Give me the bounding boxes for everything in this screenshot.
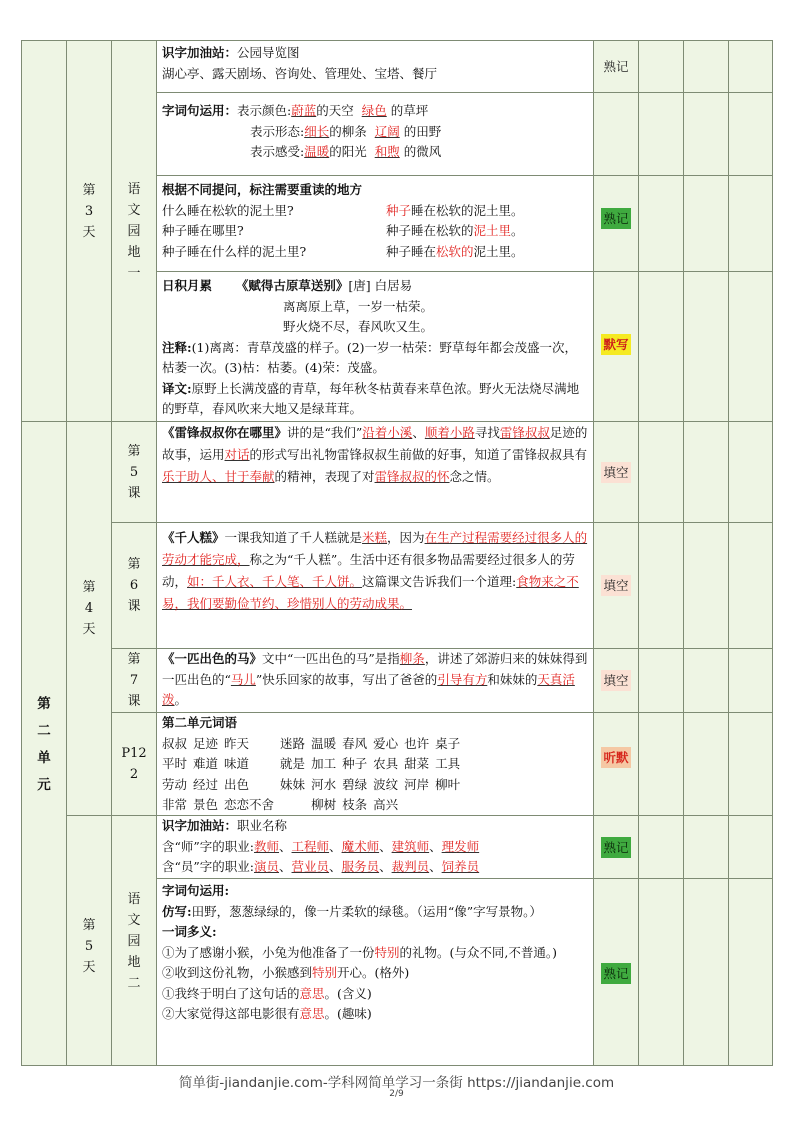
lesson-cell-6: [112, 523, 157, 649]
content-word-usage: 字词句运用：表示颜色:蔚蓝的天空 绿色 的草坪 表示形态:细长的柳条 辽阔 的田野 表示感受:温暖的阳光 和煦 的微风: [157, 93, 594, 176]
vocab-word: 就是: [280, 756, 306, 771]
vocab-word: 非常: [162, 797, 188, 812]
page-footer: 简单街-jiandanjie.com-学科网简单学习一条街 https://jiandanjie.com: [178, 1075, 615, 1091]
vocab-word: 河岸: [404, 776, 430, 792]
status-badge: 熟记: [601, 963, 630, 984]
status-cell: [594, 713, 639, 816]
vocab-word: 难道: [193, 756, 219, 771]
vocab-word: 叔叔: [162, 735, 188, 751]
content-stress-reading: 根据不同提问，标注需要重读的地方 什么睡在松软的泥土里? 种子睡在松软的泥土里。 种子睡在哪里? 种子睡在松软的泥土里。 种子睡在什么样的泥土里? 种子睡在松软的泥土里。: [157, 176, 594, 272]
vocab-word: 劳动: [162, 776, 188, 792]
row-divider: [639, 175, 773, 176]
status-badge: 填空: [601, 670, 630, 691]
day-label: 第 3 天: [82, 182, 96, 240]
lesson-cell-5: [112, 422, 157, 523]
row-divider: [639, 522, 773, 523]
lesson-cell-garden1: [112, 41, 157, 422]
row-divider: [639, 92, 773, 93]
vocab-word: 爱心: [373, 735, 399, 751]
check-column-2: [684, 41, 729, 1066]
check-column-3: [729, 41, 773, 1066]
day-cell-3: [67, 41, 112, 422]
status-badge: 填空: [601, 462, 630, 483]
vocab-word: 昨天: [224, 735, 250, 751]
vocab-word: 出色: [224, 776, 250, 792]
row-divider: [639, 712, 773, 713]
vocab-word: 也许: [404, 735, 430, 751]
content-unit2-vocab: 第二单元词语 叔叔 足迹 昨天 迷路 温暖 春风 爱心 也许 桌子 平时 难道 味道 就是 加工 种子 农具 甜菜 工具 劳动 经过 出色 妹妹 河水 碧绿 波纹 河岸 柳叶 非常 景色 恋恋不舍 柳树 枝条 高兴: [157, 713, 594, 816]
vocab-word: 柳树: [311, 797, 337, 812]
vocab-word: 波纹: [373, 776, 399, 792]
row-divider: [639, 421, 773, 422]
vocab-word: 经过: [193, 776, 219, 792]
vocab-word: 春风: [342, 735, 368, 751]
status-badge: 熟记: [601, 208, 630, 229]
lesson-cell-7: [112, 649, 157, 713]
content-polysemy: 字词句运用: 仿写:田野，葱葱绿绿的，像一片柔软的绿毯。（运用“像”字写景物。） 一词多义: ①为了感谢小猴，小兔为他准备了一份特别的礼物。(与众不同,不普通。) ②收到这份礼物，小猴感到特别开心。(格外) ①我终于明白了这句话的意思。(含义) ②大家觉得这部电影很有意思。(趣味): [157, 879, 594, 1066]
content-lesson6: 《千人糕》一课我知道了千人糕就是米糕，因为在生产过程需要经过很多人的劳动才能完成，称之为“千人糕”。生活中还有很多物品需要经过很多人的劳动，如：千人衣、千人笔、千人饼。这篇课文告诉我们一个道理:食物来之不易，我们要勤俭节约、珍惜别人的劳动成果。: [157, 523, 594, 649]
day-cell-4: [67, 422, 112, 816]
status-badge: 熟记: [601, 837, 630, 858]
vocab-word: 碧绿: [342, 776, 368, 792]
unit-label: 第 二 单 元: [37, 695, 51, 793]
status-cell: [594, 272, 639, 422]
vocab-word: [280, 795, 305, 816]
vocab-word: [404, 795, 429, 816]
day-label: 第 5 天: [82, 918, 96, 975]
content-poem: 日积月累 《赋得古原草送别》[唐] 白居易 离离原上草，一岁一枯荣。 野火烧不尽，春风吹又生。 注释:(1)离离：青草茂盛的样子。(2)一岁一枯荣：野草每年都会茂盛一次，枯萎一次。(3)枯：枯萎。(4)荣：茂盛。 译文:原野上长满茂盛的青草，每年秋冬枯黄春来草色浓。野火无法烧尽满地的野草，春风吹来大地又是绿茸茸。: [157, 272, 594, 422]
lesson-label: P12 2: [121, 746, 147, 782]
status-cell: [594, 422, 639, 523]
content-park-map: 识字加油站：公园导览图 湖心亭、露天剧场、咨询处、管理处、宝塔、餐厅: [157, 41, 594, 93]
vocab-grid: [162, 734, 588, 816]
lesson-label: 第 5 课: [127, 443, 141, 501]
vocab-word: 温暖: [311, 735, 337, 751]
status-badge: 默写: [601, 334, 630, 355]
content-professions: 识字加油站：职业名称 含“师”字的职业:教师、工程师、魔术师、建筑师、理发师 含“员”字的职业:演员、营业员、服务员、裁判员、饲养员: [157, 816, 594, 879]
status-cell: [594, 816, 639, 879]
lesson-label: 语 文 园 地 一: [127, 181, 141, 281]
check-column-1: [639, 41, 684, 1066]
status-badge: 听默: [601, 747, 630, 768]
vocab-word: 柳叶: [435, 776, 461, 792]
vocab-word: 恋恋不舍: [224, 797, 275, 812]
status-badge: 填空: [601, 575, 630, 596]
vocab-word: 足迹: [193, 735, 219, 751]
vocab-word: 味道: [224, 756, 250, 771]
vocab-word: 河水: [311, 776, 337, 792]
status-cell: [594, 649, 639, 713]
status-cell: [594, 93, 639, 176]
row-divider: [639, 271, 773, 272]
unit-cell-unit2: [22, 422, 67, 1066]
status-cell: [594, 176, 639, 272]
vocab-word: 迷路: [280, 735, 306, 751]
lesson-cell-p122: [112, 713, 157, 816]
lesson-label: 语 文 园 地 二: [127, 892, 141, 991]
vocab-word: 甜菜: [404, 756, 430, 771]
day-cell-5: [67, 816, 112, 1066]
study-plan-table: [21, 40, 773, 1066]
unit-cell-top: [22, 41, 67, 422]
status-cell: [594, 41, 639, 93]
vocab-word: 农具: [373, 756, 399, 771]
content-lesson7: 《一匹出色的马》文中“一匹出色的马”是指柳条，讲述了郊游归来的妹妹得到一匹出色的“马儿”快乐回家的故事，写出了爸爸的引导有方和妹妹的天真活泼。: [157, 649, 594, 713]
vocab-word: 景色: [193, 797, 219, 812]
page-number: 2/9: [389, 1089, 404, 1099]
vocab-word: 桌子: [435, 735, 461, 751]
vocab-word: 工具: [435, 756, 461, 771]
vocab-word: 枝条: [342, 797, 368, 812]
status-cell: [594, 879, 639, 1066]
vocab-word: 加工: [311, 756, 337, 771]
row-divider: [639, 815, 773, 816]
vocab-word: 种子: [342, 756, 368, 771]
vocab-word: 妹妹: [280, 776, 306, 792]
lesson-cell-garden2: [112, 816, 157, 1066]
status-cell: [594, 523, 639, 649]
lesson-label: 第 6 课: [127, 557, 141, 614]
row-divider: [639, 648, 773, 649]
row-divider: [639, 878, 773, 879]
status-badge: 熟记: [603, 59, 629, 74]
content-lesson5: 《雷锋叔叔你在哪里》讲的是“我们”沿着小溪、顺着小路寻找雷锋叔叔足迹的故事，运用对话的形式写出礼物雷锋叔叔生前做的好事，知道了雷锋叔叔具有乐于助人、甘于奉献的精神，表现了对雷锋叔叔的怀念之情。: [157, 422, 594, 523]
vocab-word: 平时: [162, 756, 188, 771]
lesson-label: 第 7 课: [127, 652, 141, 709]
day-label: 第 4 天: [82, 580, 96, 637]
vocab-word: 高兴: [373, 797, 399, 812]
